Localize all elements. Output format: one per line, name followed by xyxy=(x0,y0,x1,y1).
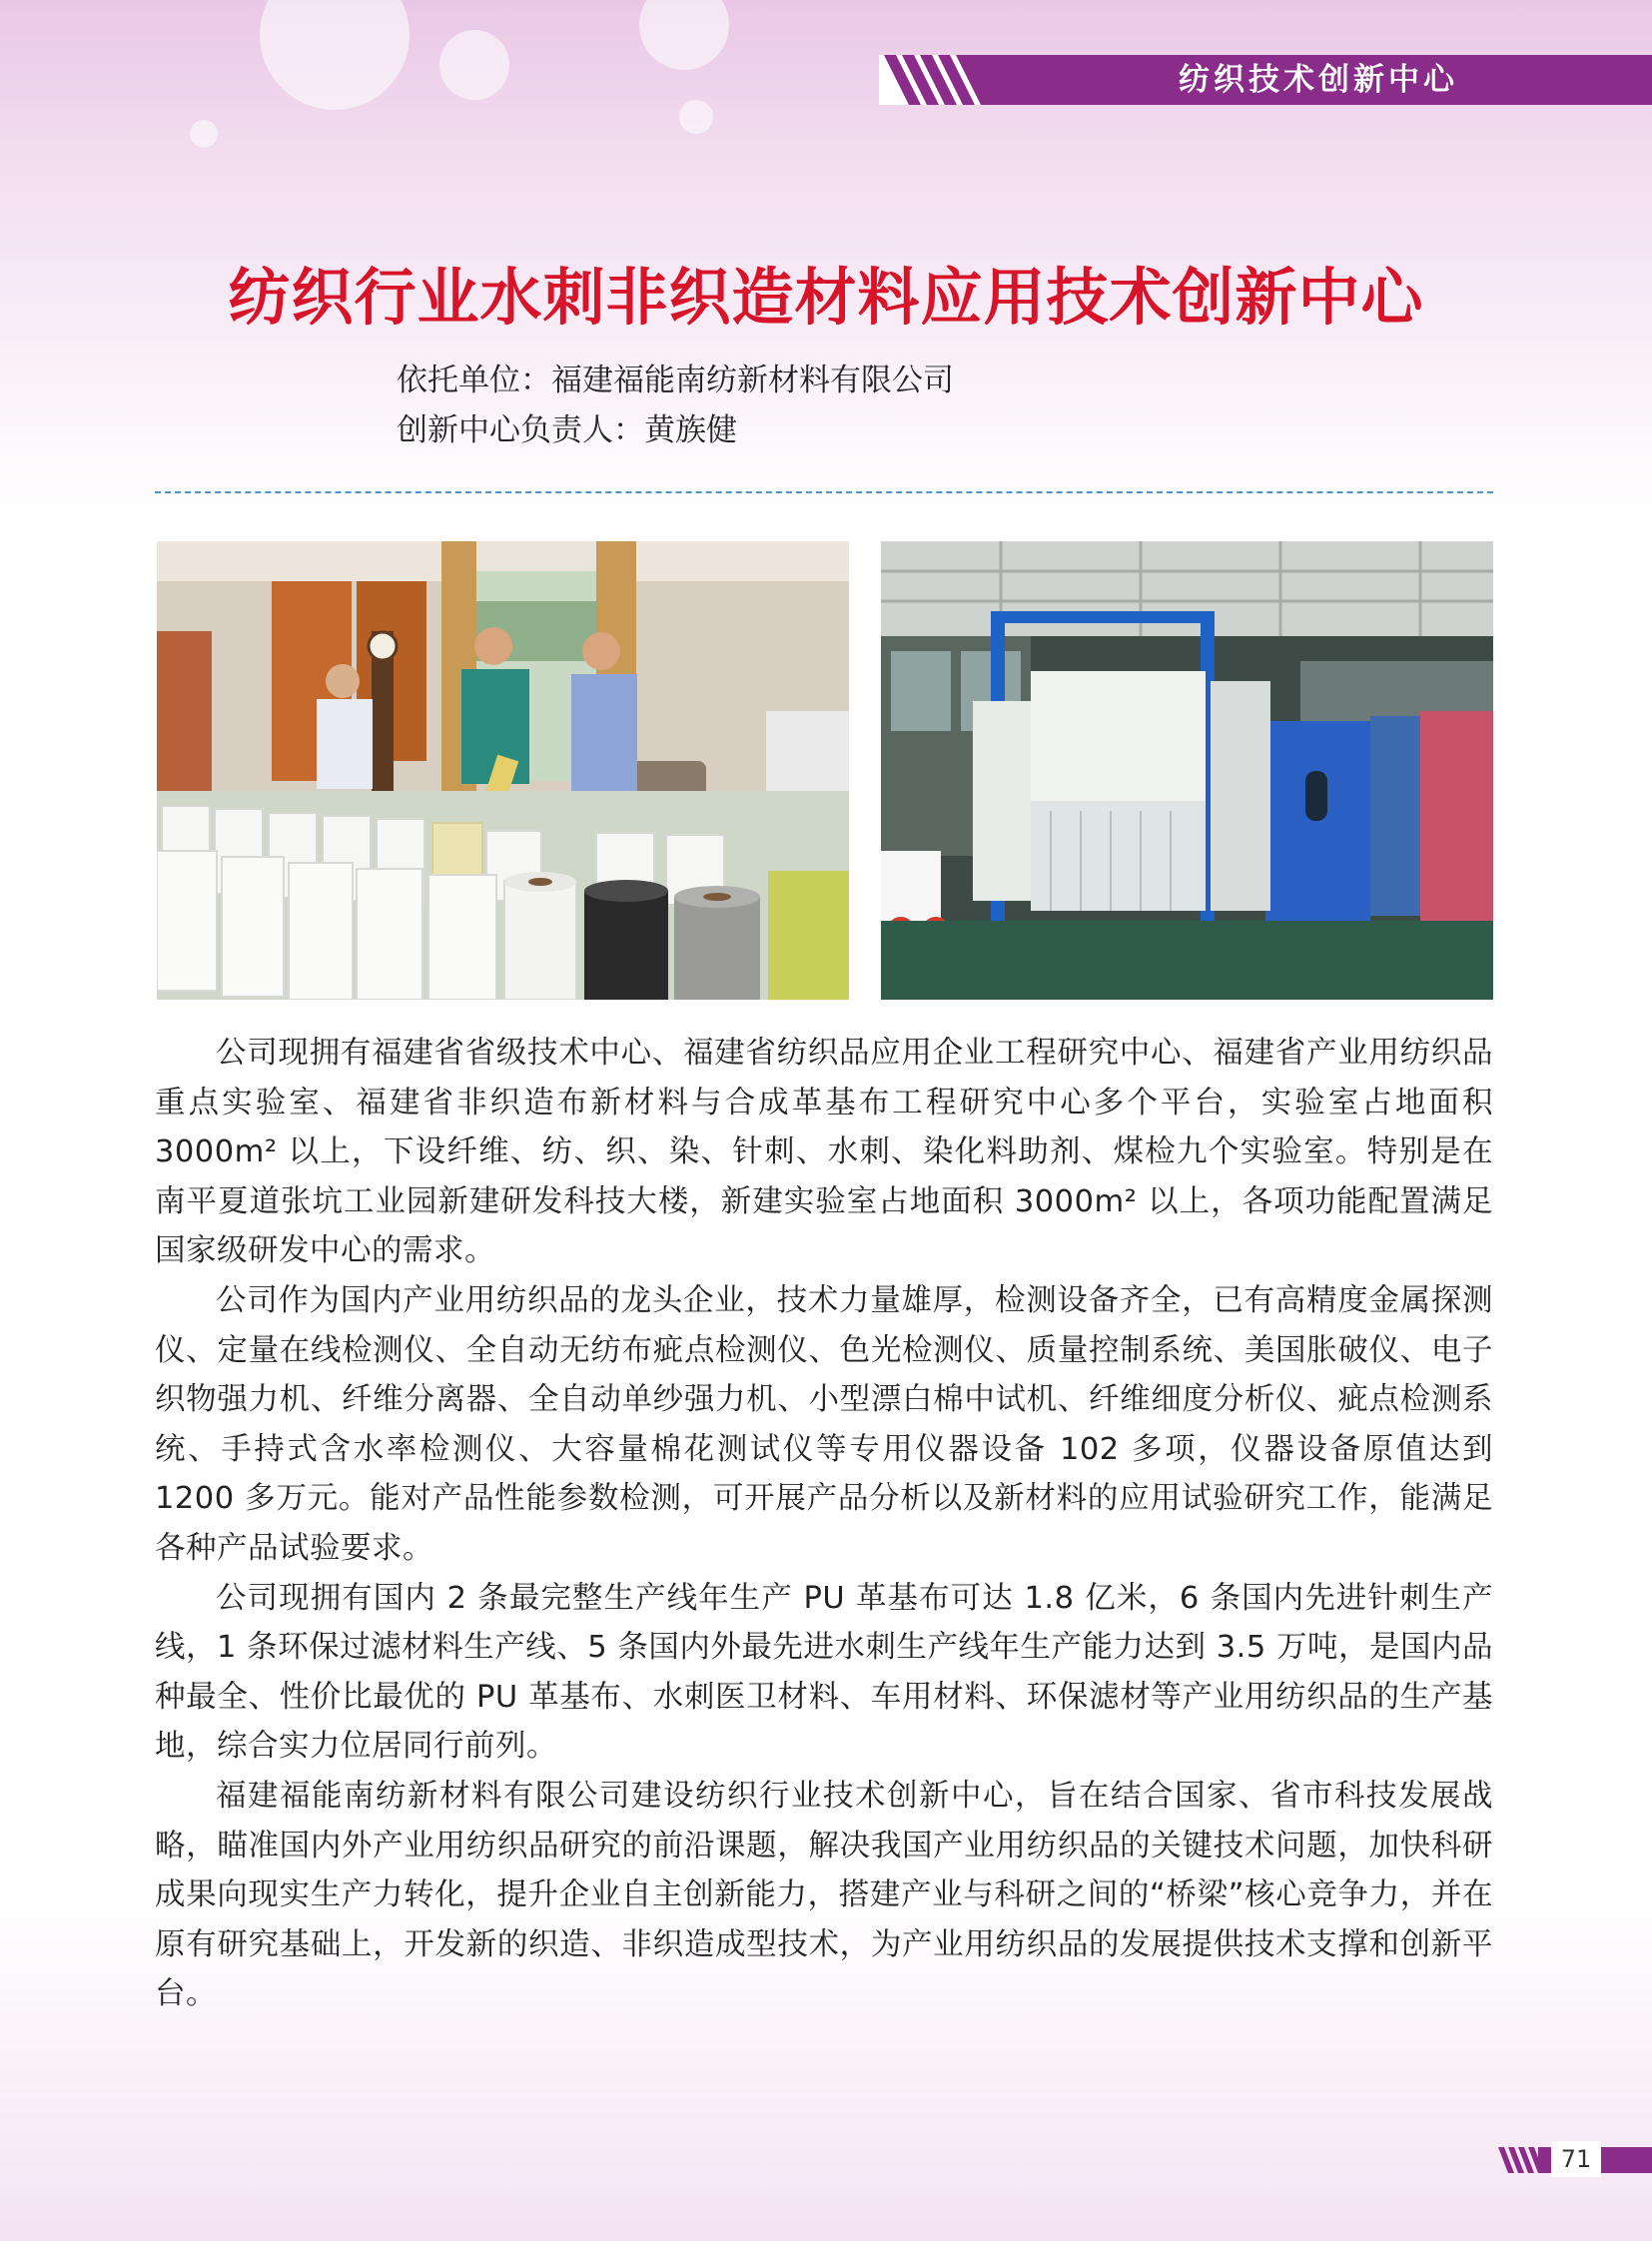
page-number: 71 xyxy=(1551,2141,1601,2177)
article-body xyxy=(155,1029,1493,2019)
center-leader: 创新中心负责人：黄族健 xyxy=(397,412,737,448)
photo-inspection xyxy=(157,541,849,1000)
page-title: 纺织行业水刺非织造材料应用技术创新中心 xyxy=(228,261,1424,334)
photo-production-line xyxy=(881,541,1493,1000)
paragraph: 公司现拥有国内 2 条最完整生产线年生产 PU 革基布可达 1.8 亿米，6 条国内先进针刺生产线，1 条环保过滤材料生产线、5 条国内外最先进水刺生产线年生产能力达到 3.5 万吨，是国内品种最全、性价比最优的 PU 革基布、水刺医卫材料、车用材料、环保滤材等产业用纺织品的生产基地，综合实力位居同行前列。 xyxy=(155,1580,1493,1765)
decorative-bubble xyxy=(439,30,509,100)
decorative-bubble xyxy=(679,100,713,134)
decorative-bubble xyxy=(190,120,218,148)
paragraph: 福建福能南纺新材料有限公司建设纺织行业技术创新中心，旨在结合国家、省市科技发展战略，瞄准国内外产业用纺织品研究的前沿课题，解决我国产业用纺织品的关键技术问题，加快科研成果向现实生产力转化，提升企业自主创新能力，搭建产业与科研之间的“桥梁”核心竞争力，并在原有研究基础上，开发新的织造、非织造成型技术，为产业用纺织品的发展提供技术支撑和创新平台。 xyxy=(155,1778,1493,2012)
decorative-bubble xyxy=(260,0,410,110)
banner-stripes-icon xyxy=(879,55,999,105)
dashed-divider xyxy=(155,491,1493,493)
decorative-bubble xyxy=(639,0,729,70)
host-unit: 依托单位：福建福能南纺新材料有限公司 xyxy=(397,363,954,398)
paragraph: 公司现拥有福建省省级技术中心、福建省纺织品应用企业工程研究中心、福建省产业用纺织品重点实验室、福建省非织造布新材料与合成革基布工程研究中心多个平台，实验室占地面积 3000m² 以上，下设纤维、纺、织、染、针刺、水刺、染化料助剂、煤检九个实验室。特别是在南平夏道张坑工业园新建研发科技大楼，新建实验室占地面积 3000m² 以上，各项功能配置满足国家级研发中心的需求。 xyxy=(155,1036,1493,1269)
paragraph: 公司作为国内产业用纺织品的龙头企业，技术力量雄厚，检测设备齐全，已有高精度金属探测仪、定量在线检测仪、全自动无纺布疵点检测仪、色光检测仪、质量控制系统、美国胀破仪、电子织物强力机、纤维分离器、全自动单纱强力机、小型漂白棉中试机、纤维细度分析仪、疵点检测系统、手持式含水率检测仪、大容量棉花测试仪等专用仪器设备 102 多项，仪器设备原值达到 1200 多万元。能对产品性能参数检测，可开展产品分析以及新材料的应用试验研究工作，能满足各种产品试验要求。 xyxy=(155,1282,1493,1566)
section-title: 纺织技术创新中心 xyxy=(1179,62,1458,98)
